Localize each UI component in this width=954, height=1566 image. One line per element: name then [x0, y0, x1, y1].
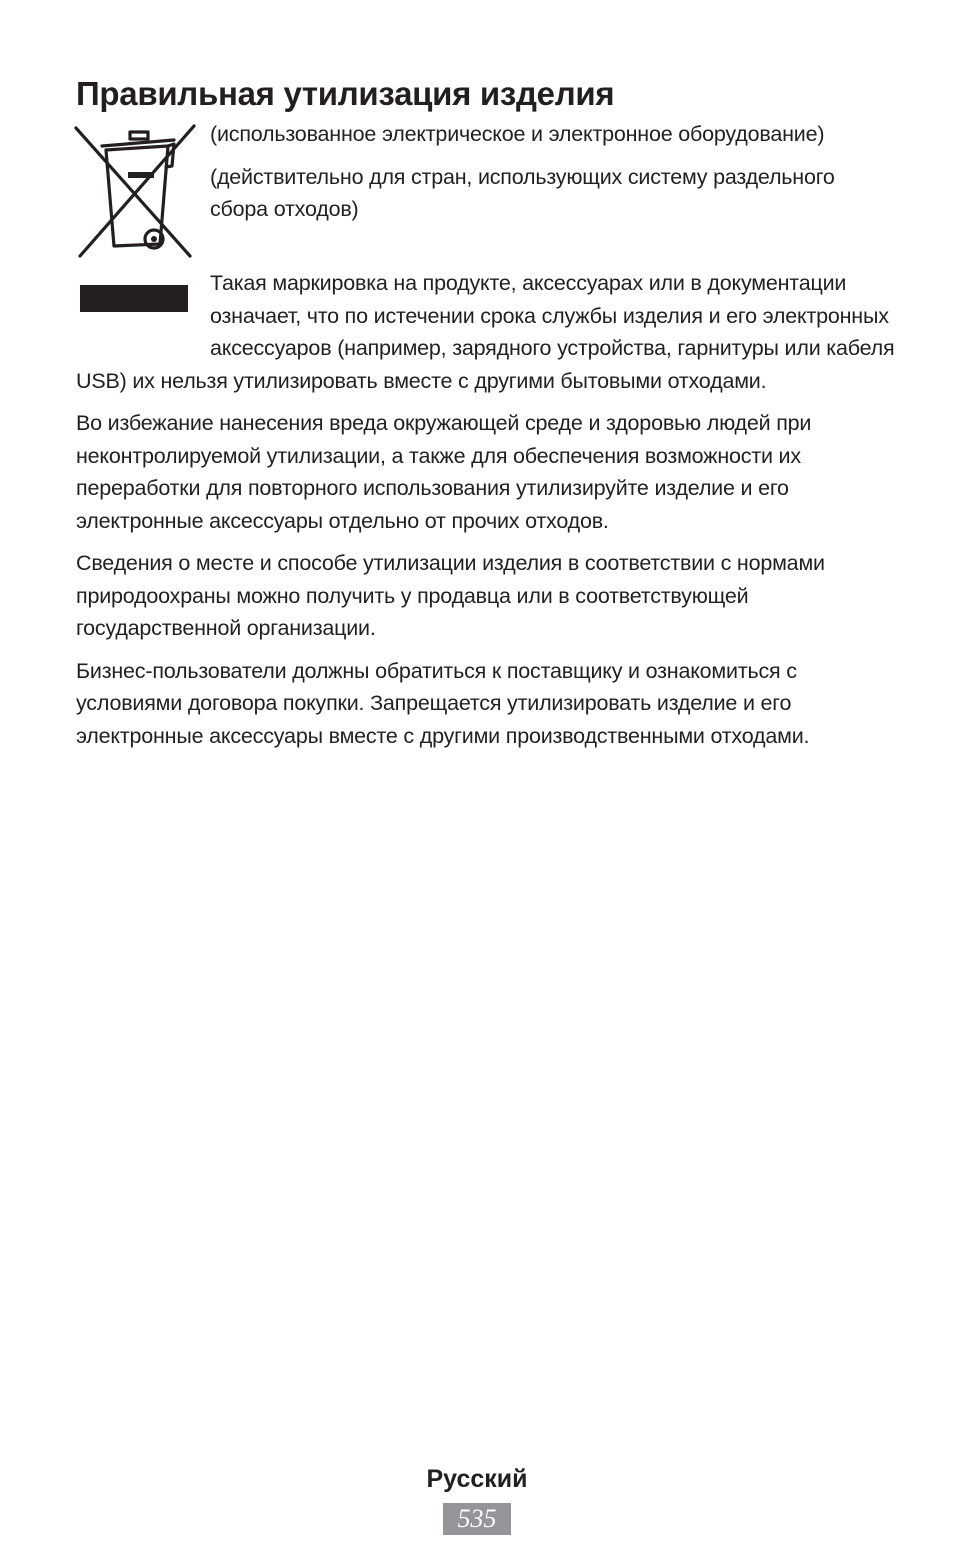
- footer-language: Русский: [426, 1465, 528, 1493]
- paragraph-disposal-info: Сведения о месте и способе утилизации изделия в соответствии с нормами природоохраны можно получить у продавца или в соответствующей государственной организации.: [76, 551, 825, 640]
- main-text: [76, 267, 896, 762]
- crossed-out-wheelie-bin-icon: [72, 122, 198, 260]
- paragraph-business-users: Бизнес-пользователи должны обратиться к поставщику и ознакомиться с условиями договора покупки. Запрещается утилизировать изделие и его электронные аксессуары вместе с другими производственными отходами.: [76, 658, 810, 748]
- page-number: 535: [443, 1503, 511, 1535]
- symbol-spacer: [76, 267, 210, 364]
- paragraph-environment: Во избежание нанесения вреда окружающей среде и здоровью людей при неконтролируемой утилизации, а также для обеспечения возможности их переработки для повторного использования утилизируйте изделие и его электронные аксессуары отдельно от прочих отходов.: [76, 411, 812, 533]
- paragraph-equipment-note: (использованное электрическое и электронное оборудование): [210, 122, 825, 146]
- paragraph-applicability-note: (действительно для стран, использующих систему раздельного сбора отходов): [210, 164, 835, 221]
- intro-block: [210, 118, 890, 236]
- page-title: Правильная утилизация изделия: [76, 75, 615, 112]
- paragraph-marking-meaning: Такая маркировка на продукте, аксессуарах или в документации означает, что по истечении срока службы изделия и его электронных аксессуаров (например, зарядного устройства, гарнитуры или кабеля USB) их нельзя утилизировать вместе с другими бытовыми отходами.: [76, 271, 895, 393]
